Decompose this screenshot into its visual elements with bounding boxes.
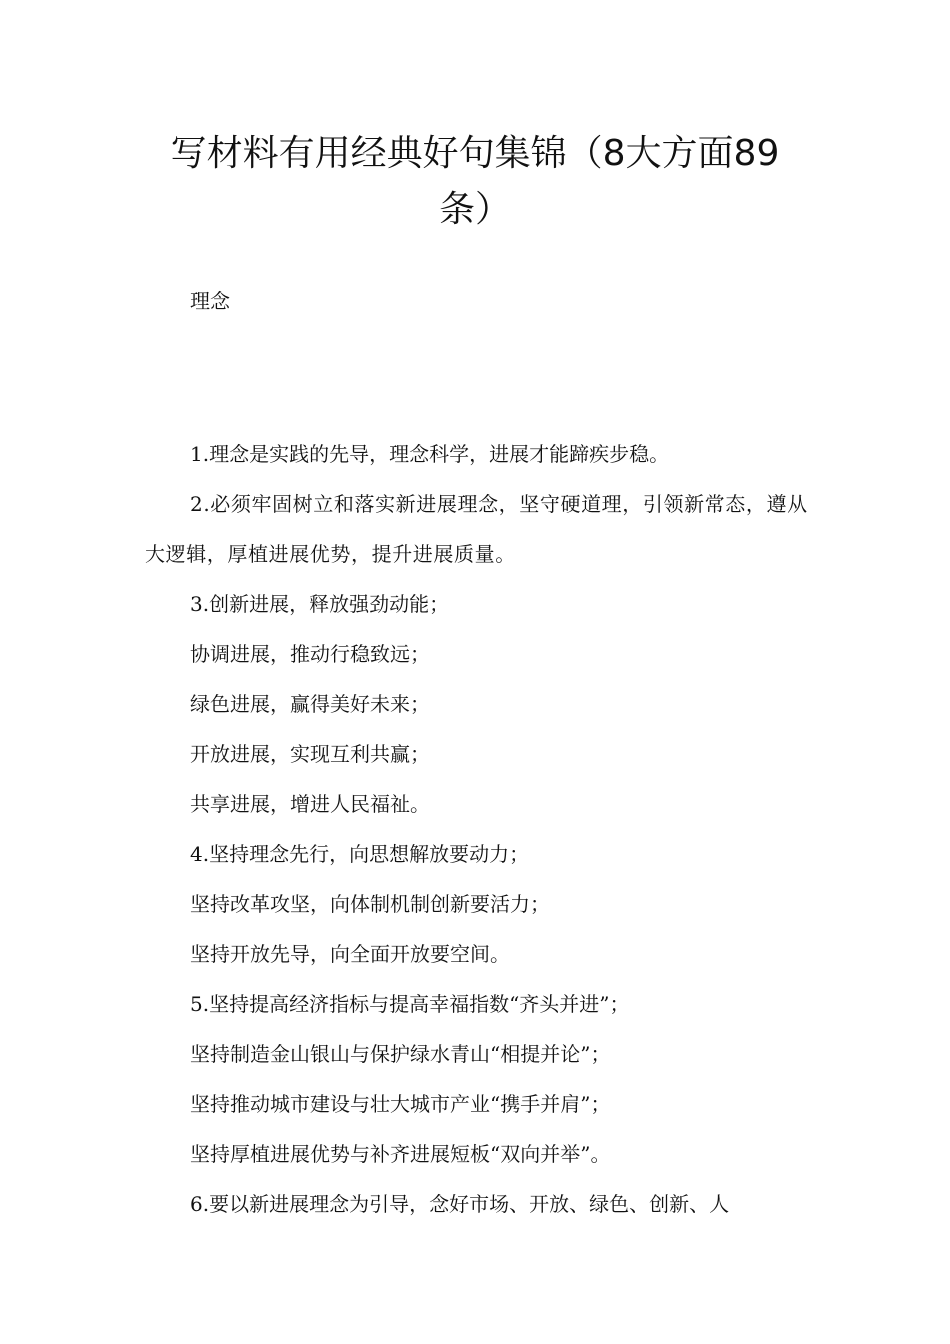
paragraph-2: 2.必须牢固树立和落实新进展理念，坚守硬道理，引领新常态，遵从大逻辑，厚植进展优势，提升进展质量。: [145, 492, 808, 566]
paragraph-1: 1.理念是实践的先导，理念科学，进展才能蹄疾步稳。: [190, 442, 670, 466]
paragraph-15: 6.要以新进展理念为引导，念好市场、开放、绿色、创新、人: [190, 1192, 730, 1216]
paragraph-4: 协调进展，推动行稳致远；: [190, 642, 430, 666]
paragraph-11: 5.坚持提高经济指标与提高幸福指数“齐头并进”；: [190, 992, 630, 1016]
paragraph-7: 共享进展，增进人民福祉。: [190, 792, 430, 816]
paragraph-10: 坚持开放先导，向全面开放要空间。: [190, 942, 510, 966]
title-line-2: 条）: [438, 189, 511, 230]
paragraph-8: 4.坚持理念先行，向思想解放要动力；: [190, 842, 530, 866]
paragraph-12: 坚持制造金山银山与保护绿水青山“相提并论”；: [190, 1042, 611, 1066]
paragraph-6: 开放进展，实现互利共赢；: [190, 742, 430, 766]
paragraph-14: 坚持厚植进展优势与补齐进展短板“双向并举”。: [190, 1142, 611, 1166]
paragraph-3: 3.创新进展，释放强劲动能；: [190, 592, 450, 616]
paragraph-13: 坚持推动城市建设与壮大城市产业“携手并肩”；: [190, 1092, 611, 1116]
section-heading: 理念: [190, 289, 230, 313]
document-title: [150, 126, 800, 238]
title-line-1: 写材料有用经典好句集锦（8大方面89: [170, 133, 780, 174]
paragraph-9: 坚持改革攻坚，向体制机制创新要活力；: [190, 892, 550, 916]
body-text: [145, 429, 825, 1229]
paragraph-5: 绿色进展，赢得美好未来；: [190, 692, 430, 716]
